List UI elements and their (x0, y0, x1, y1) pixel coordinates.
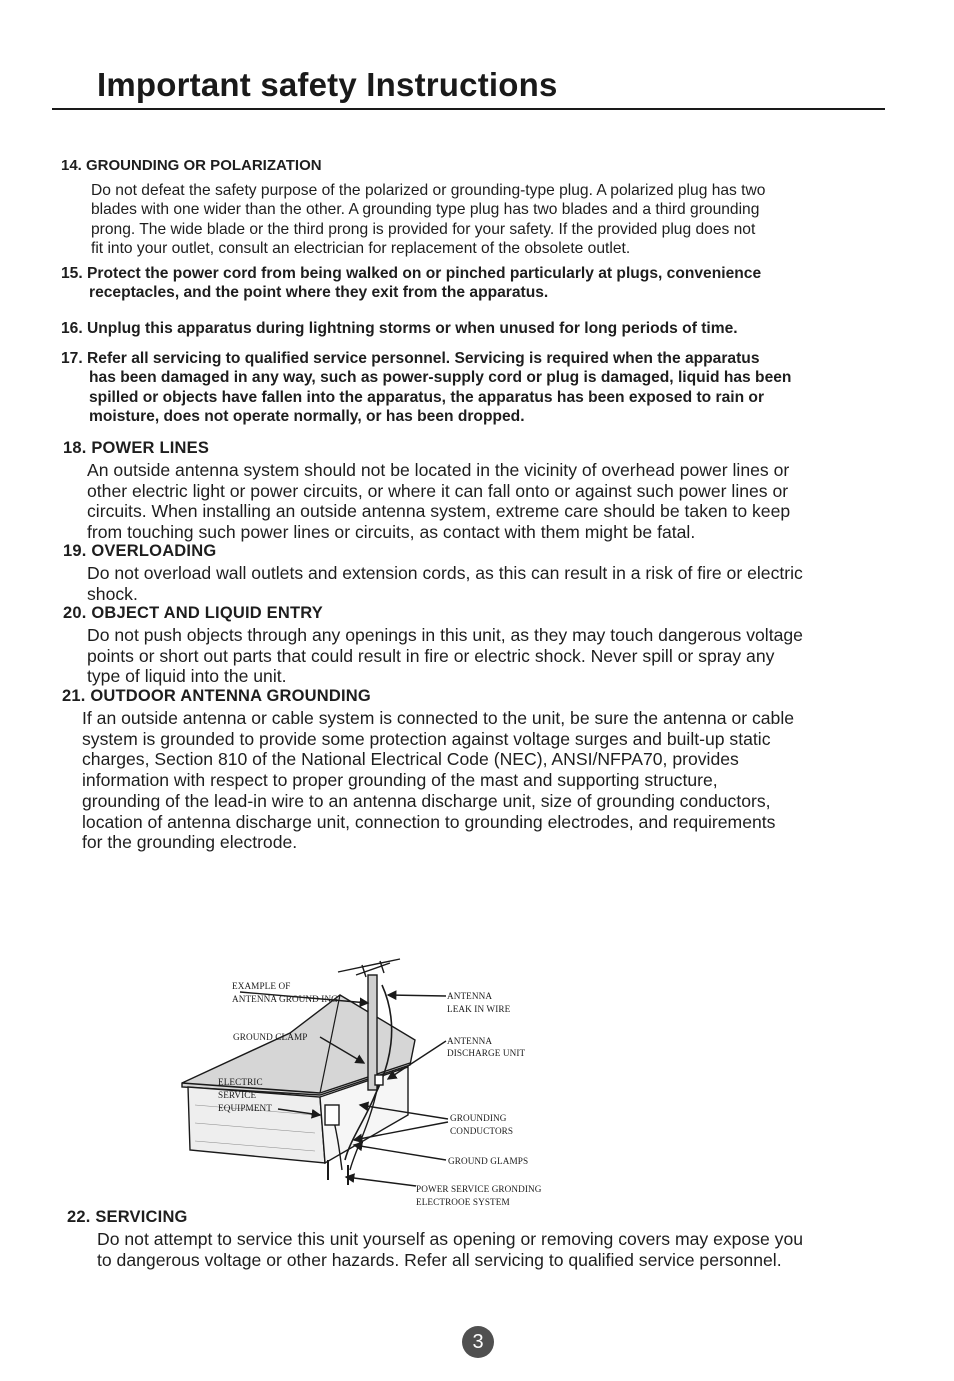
page-number: 3 (462, 1326, 494, 1358)
section-22-body (97, 1229, 927, 1270)
section-18-body (87, 460, 927, 543)
section-18-line: circuits. When installing an outside antenna system, extreme care should be taken to keep (87, 501, 791, 522)
section-21-line: information with respect to proper grounding of the mast and supporting structure, (82, 770, 718, 791)
diagram-label: ANTENNA GROUND ING (232, 994, 338, 1004)
section-16-line: 16. Unplug this apparatus during lightning storms or when unused for long periods of time. (61, 320, 738, 337)
section-15-line: receptacles, and the point where they exit from the apparatus. (89, 284, 549, 302)
diagram-label: ELECTROOE SYSTEM (416, 1197, 510, 1207)
antenna-mast (368, 975, 377, 1090)
diagram-label: POWER SERVICE GRONDING (416, 1184, 542, 1194)
section-19-heading: 19. OVERLOADING (63, 542, 217, 560)
diagram-label: CONDUCTORS (450, 1126, 514, 1136)
section-21-line: If an outside antenna or cable system is connected to the unit, be sure the antenna or cable (82, 708, 795, 728)
section-18-line: other electric light or power circuits, or where it can fall onto or against such power lines or (87, 480, 789, 501)
section-19-body (87, 563, 927, 604)
section-21-line: system is grounded to provide some protection against voltage surges and built-up static (82, 728, 771, 749)
section-17-line: moisture, does not operate normally, or has been dropped. (89, 408, 525, 426)
section-19-line: shock. (87, 583, 138, 604)
section-21-heading: 21. OUTDOOR ANTENNA GROUNDING (62, 687, 371, 705)
title-rule (52, 108, 885, 110)
diagram-label: ANTENNA (447, 1036, 493, 1046)
discharge-unit (375, 1075, 383, 1085)
diagram-label: ANTENNA (447, 991, 493, 1001)
diagram-label: ELECTRIC (218, 1077, 263, 1087)
page-title: Important safety Instructions (97, 66, 558, 103)
section-20-line: Do not push objects through any openings in this unit, as they may touch dangerous voltage (87, 625, 803, 645)
electric-service-box (325, 1105, 339, 1125)
section-20-line: points or short out parts that could result in fire or electric shock. Never spill or spray any (87, 645, 775, 666)
section-15-line: 15. Protect the power cord from being walked on or pinched particularly at plugs, convenience (61, 265, 762, 282)
section-18-line: from touching such power lines or circuits, as contact with them might be fatal. (87, 522, 696, 543)
section-14-heading: 14. GROUNDING OR POLARIZATION (61, 157, 322, 174)
section-21-line: for the grounding electrode. (82, 832, 298, 853)
section-14-body (91, 181, 921, 259)
section-22-heading: 22. SERVICING (67, 1208, 188, 1226)
section-19-line: Do not overload wall outlets and extension cords, as this can result in a risk of fire or electric (87, 563, 803, 583)
section-14-line: fit into your outlet, consult an electrician for replacement of the obsolete outlet. (91, 240, 631, 258)
section-14-line: prong. The wide blade or the third prong is provided for your safety. If the provided plug does not (91, 220, 756, 238)
section-15 (61, 264, 931, 303)
section-14-line: blades with one wider than the other. A grounding type plug has two blades and a third grounding (91, 201, 760, 219)
section-21-line: location of antenna discharge unit, connection to grounding electrodes, and requirements (82, 811, 776, 832)
section-20-body (87, 625, 927, 687)
section-21-line: charges, Section 810 of the National Electrical Code (NEC), ANSI/NFPA70, provides (82, 749, 739, 770)
section-22-line: to dangerous voltage or other hazards. Refer all servicing to qualified service personnel. (97, 1249, 782, 1270)
section-20-heading: 20. OBJECT AND LIQUID ENTRY (63, 604, 323, 622)
section-16 (61, 319, 931, 338)
section-17-line: 17. Refer all servicing to qualified service personnel. Servicing is required when the apparatus (61, 350, 760, 367)
section-17 (61, 349, 941, 427)
diagram-label: SERVICE (218, 1090, 257, 1100)
diagram-label: GROUND GLAMPS (448, 1156, 529, 1166)
section-14-line: Do not defeat the safety purpose of the polarized or grounding-type plug. A polarized plug has two (91, 182, 766, 199)
house-front-wall (188, 1087, 325, 1163)
section-18-heading: 18. POWER LINES (63, 439, 210, 457)
diagram-label: LEAK IN WIRE (447, 1004, 511, 1014)
diagram-label: EQUIPMENT (218, 1103, 272, 1113)
diagram-label: GROUND CLAMP (233, 1032, 308, 1042)
section-18-line: An outside antenna system should not be located in the vicinity of overhead power lines or (87, 460, 790, 480)
diagram-label: DISCHARGE UNIT (447, 1048, 526, 1058)
section-21-body (82, 708, 922, 853)
antenna-grounding-diagram (170, 955, 570, 1210)
section-17-line: has been damaged in any way, such as power-supply cord or plug is damaged, liquid has been (89, 369, 792, 387)
section-20-line: type of liquid into the unit. (87, 666, 287, 687)
diagram-label: EXAMPLE OF (232, 981, 291, 991)
section-17-line: spilled or objects have fallen into the apparatus, the apparatus has been exposed to rain or (89, 388, 765, 406)
section-21-line: grounding of the lead-in wire to an antenna discharge unit, size of grounding conductors, (82, 790, 771, 811)
section-22-line: Do not attempt to service this unit yourself as opening or removing covers may expose you (97, 1229, 804, 1249)
diagram-label: GROUNDING (450, 1113, 507, 1123)
